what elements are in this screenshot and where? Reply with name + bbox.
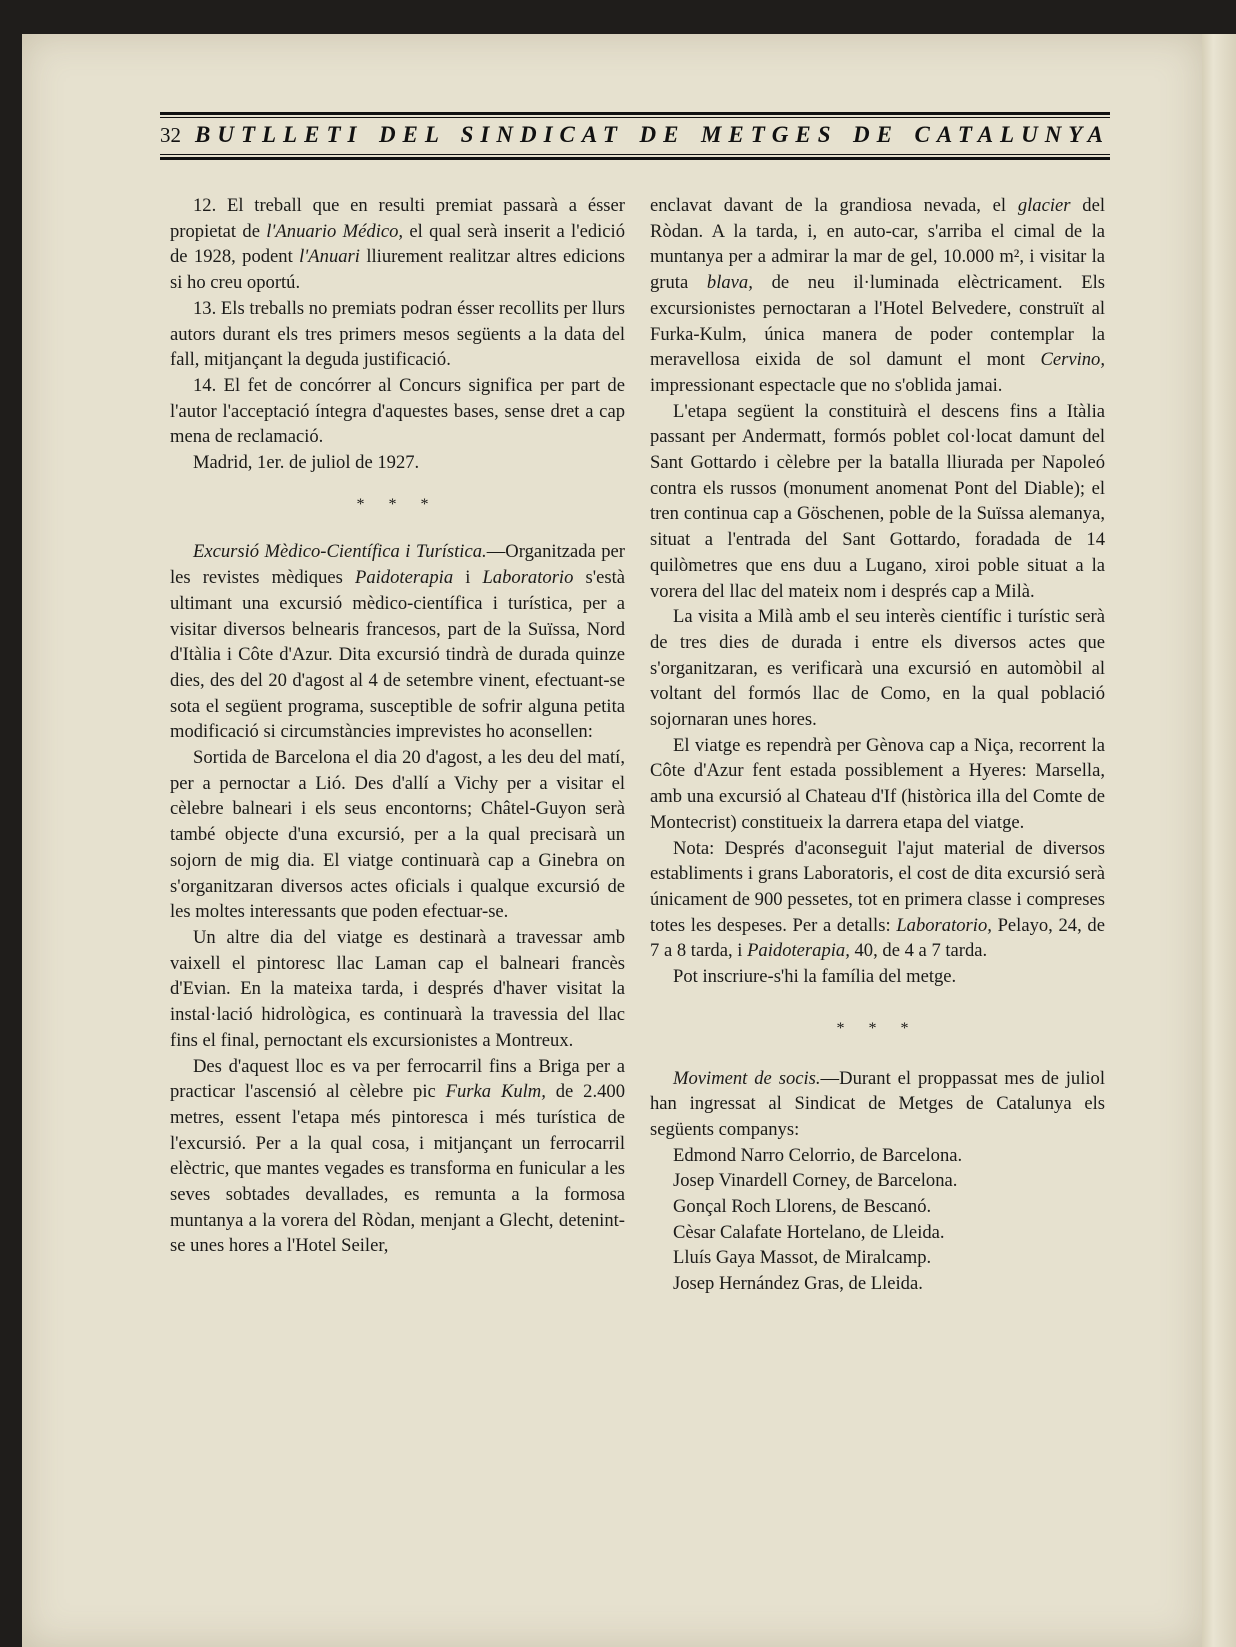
left-column <box>170 193 625 1259</box>
italic-text: Paidoterapia <box>354 567 454 589</box>
section-title: Excursió Mèdico-Científica i Turística. <box>193 541 487 563</box>
text: lliurement realitzar altres edicions si ho creu oportú. <box>170 246 625 294</box>
list-item: Edmond Narro Celorrio, de Barcelona. <box>673 1144 963 1166</box>
members-list <box>650 1143 1105 1297</box>
text: el qual serà inserit a l'edició de 1928, podent <box>170 220 625 268</box>
page-edge <box>1198 34 1236 1647</box>
text: de neu il·luminada elèctricament. Els excursionistes pernoctaran a l'Hotel Belvedere, construït al Furka-Kulm, única manera de poder contemplar la meravellosa eixida de sol damunt el mont <box>650 272 1105 371</box>
paragraph-12 <box>170 193 625 296</box>
list-item: Josep Vinardell Corney, de Barcelona. <box>673 1170 958 1192</box>
paragraph-excursio <box>170 539 625 745</box>
header-rule-top <box>160 112 1110 115</box>
text: 12. El treball que en resulti premiat passarà a ésser propietat de <box>170 195 625 242</box>
paragraph-des-daquest <box>170 1054 625 1260</box>
text: —Durant el proppassat mes de juliol han ingressat al Sindicat de Metges de Catalunya els següents companys: <box>650 1067 1105 1140</box>
page-number: 32 <box>160 122 181 147</box>
text: 40, de 4 a 7 tarda. <box>849 940 988 962</box>
text: Des d'aquest lloc es va per ferrocarril fins a Briga per a practicar l'ascensió al cèlebre pic <box>170 1055 625 1103</box>
running-header <box>160 118 1110 152</box>
dateline: Madrid, 1er. de juliol de 1927. <box>193 452 420 474</box>
section-title: Moviment de socis. <box>673 1067 821 1089</box>
text: de 2.400 metres, essent l'etapa més pintoresca i més turística de l'excursió. Per a la qual cosa, i mitjançant un ferrocarril elèctric, que mantes vegades es transforma en funicular a les seves sobtades devallades, es remunta a la formosa muntanya a la vorera del Ròdan, menjant a Glecht, detenint-se unes hores a l'Hotel Seiler, <box>170 1081 625 1257</box>
section-separator: * * * <box>836 1019 919 1037</box>
running-title: BUTLLETI DEL SINDICAT DE METGES DE CATALUNYA <box>195 122 1110 147</box>
list-item: Cèsar Calafate Hortelano, de Lleida. <box>673 1221 945 1243</box>
text: impressionant espectacle que no s'oblida jamai. <box>650 374 1003 396</box>
text: —Organitzada per les revistes mèdiques <box>170 541 625 589</box>
paragraph-continuation <box>650 193 1105 399</box>
paragraph-visita: La visita a Milà amb el seu interès científic i turístic serà de tres dies de durada i entre els diversos actes que s'organitzaran, es verificarà una excursió en automòbil al voltant del formós llac de Como, en la qual població sojornaran unes hores. <box>650 606 1105 731</box>
text: Pelayo, 24, de 7 a 8 tarda, i <box>650 914 1105 962</box>
header-rule-bottom-thin <box>160 154 1110 155</box>
section-separator: * * * <box>356 495 439 513</box>
text: del Ròdan. A la tarda, i, en auto-car, s'arriba el cimal de la muntanya per a admirar la mar de gel, 10.000 m², i visitar la gruta <box>650 195 1105 294</box>
paragraph-viatge: El viatge es rependrà per Gènova cap a Niça, recorrent la Côte d'Azur fent estada possiblement a Hyeres: Marsella, amb una excursió al Chateau d'If (històrica illa del Comte de Montecrist) constitueix la darrera etapa del viatge. <box>650 734 1105 833</box>
italic-text: blava, <box>706 272 753 294</box>
header-rule-bottom <box>160 157 1110 160</box>
list-item: Josep Hernández Gras, de Lleida. <box>673 1273 923 1295</box>
paragraph-moviment <box>650 1066 1105 1143</box>
paragraph-sortida: Sortida de Barcelona el dia 20 d'agost, a les deu del matí, per a pernoctar a Lió. Des d'allí a Vichy per a visitar el cèlebre balneari i els seus encontorns; Châtel-Guyon serà també objecte d'una excursió, per a la qual precisarà un sojorn de mig dia. El viatge continuarà cap a Ginebra on s'organitzaran diversos actes oficials i qualque excursió de les moltes interessants que poden efectuar-se. <box>170 747 625 923</box>
list-item: Lluís Gaya Massot, de Miralcamp. <box>673 1247 932 1269</box>
paragraph-altre-dia: Un altre dia del viatge es destinarà a travessar amb vaixell el pintoresc llac Laman cap el balneari francès d'Evian. En la mateixa tarda, i després d'haver visitat la instal·lació hidrològica, es continuarà la travessia del llac fins el final, pernoctant els excursionistes a Montreux. <box>170 926 625 1051</box>
italic-text: Laboratorio, <box>896 914 992 936</box>
paragraph-14: 14. El fet de concórrer al Concurs significa per part de l'autor l'acceptació íntegra d'aquestes bases, sense dret a cap mena de reclamació. <box>170 374 625 448</box>
right-column <box>650 193 1105 1297</box>
paragraph-13: 13. Els treballs no premiats podran ésser recollits per llurs autors durant els tres primers mesos següents a la data del fall, mitjançant la deguda justificació. <box>170 297 625 371</box>
italic-text: l'Anuario Médico, <box>266 220 404 242</box>
italic-text: Laboratorio <box>482 567 574 589</box>
italic-text: Paidoterapia, <box>747 940 850 962</box>
list-item: Gonçal Roch Llorens, de Bescanó. <box>673 1196 932 1218</box>
italic-text: Cervino, <box>1040 349 1105 371</box>
italic-text: Furka Kulm, <box>445 1081 546 1103</box>
paragraph-etapa: L'etapa següent la constituirà el descens fins a Itàlia passant per Andermatt, formós poblet col·locat damunt del Sant Gottardo i cèlebre per la batalla lliurada per Napoleó contra els russos (monument anomenat Pont del Diable); el tren continua cap a Göschenen, poble de la Suïssa alemanya, situat a l'entrada del Sant Gottardo, foradada de 14 quilòmetres que ens duu a Lugano, xiroi poble situat a la vorera del llac del mateix nom i després cap a Milà. <box>650 400 1105 602</box>
italic-text: l'Anuari <box>299 246 360 268</box>
text: Nota: Després d'aconseguit l'ajut material de diversos establiments i grans Laboratoris, el cost de dita excursió serà únicament de 900 pessetes, tot en primera classe i compreses totes les despeses. Per a detalls: <box>650 837 1105 936</box>
text: enclavat davant de la grandiosa nevada, el <box>650 195 1018 216</box>
text: s'està ultimant una excursió mèdico-científica i turística, per a visitar diversos belnearis francesos, part de la Suïssa, Nord d'Itàlia i Côte d'Azur. Dita excursió tindrà de durada quinze dies, des del 20 d'agost al 4 de setembre vinent, efectuant-se sota el següent programa, susceptible de sofrir alguna petita modificació si circumstàncies imprevistes ho aconsellen: <box>170 567 625 743</box>
text: i <box>453 567 483 589</box>
paragraph-pot: Pot inscriure-s'hi la família del metge. <box>673 966 957 988</box>
paragraph-nota <box>650 836 1105 965</box>
italic-text: glacier <box>1017 195 1071 216</box>
